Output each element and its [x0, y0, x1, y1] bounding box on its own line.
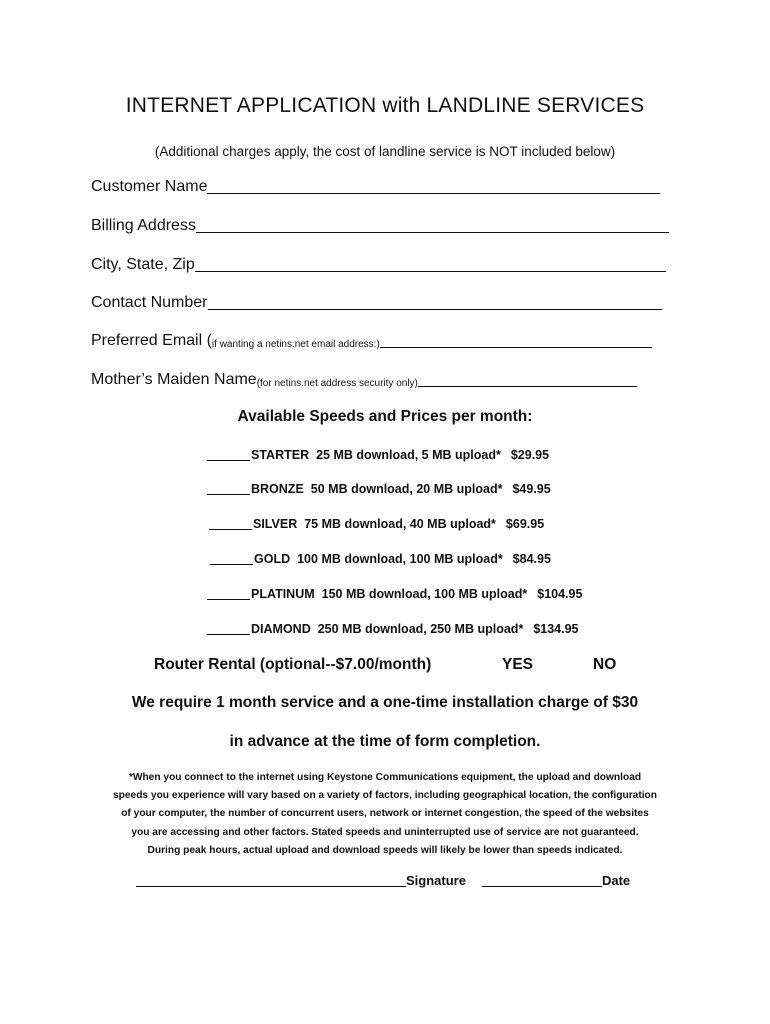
plan-name: SILVER: [253, 517, 298, 531]
signature-label: Signature: [406, 873, 466, 888]
plan-description: 250 MB download, 250 MB upload*: [317, 622, 524, 636]
plan-option-diamond: [207, 622, 579, 636]
mothers-maiden-name-field: [91, 371, 637, 389]
city-state-zip-label: City, State, Zip: [91, 256, 195, 273]
plan-select-blank[interactable]: [207, 448, 250, 461]
contact-number-label: Contact Number: [91, 294, 208, 311]
plan-option-platinum: [207, 587, 582, 601]
customer-name-field: [91, 178, 660, 196]
plan-description: 100 MB download, 100 MB upload*: [297, 552, 503, 566]
plan-description: 50 MB download, 20 MB upload*: [310, 482, 503, 496]
preferred-email-field: [91, 332, 652, 350]
billing-address-label: Billing Address: [91, 217, 196, 234]
router-yes-option[interactable]: YES: [502, 656, 534, 673]
disclaimer-line: *When you connect to the internet using Keystone Communications equipment, the upload and download: [128, 772, 642, 783]
plan-select-blank[interactable]: [207, 587, 250, 600]
date-input-line[interactable]: [482, 873, 602, 887]
customer-name-label: Customer Name: [91, 178, 208, 195]
date-label: Date: [601, 873, 631, 888]
city-state-zip-input-line[interactable]: [195, 256, 666, 272]
signature-input-line[interactable]: [136, 873, 406, 887]
billing-address-field: [91, 217, 669, 235]
router-rental-label: Router Rental (optional--$7.00/month): [154, 656, 432, 673]
preferred-email-input-line[interactable]: [380, 332, 652, 348]
plan-name: DIAMOND: [251, 622, 311, 636]
plan-select-blank[interactable]: [209, 517, 252, 530]
plan-price: $134.95: [533, 622, 579, 636]
installation-requirement-line1: We require 1 month service and a one-time installation charge of $30: [131, 694, 639, 711]
plan-price: $104.95: [537, 587, 583, 601]
disclaimer-line: of your computer, the number of concurrent users, network or internet congestion, the speed of the websites: [121, 808, 649, 820]
mothers-maiden-name-note: (for netins.net address security only): [256, 378, 418, 389]
preferred-email-note: if wanting a netins.net email address:): [211, 339, 380, 350]
disclaimer-line: you are accessing and other factors. Stated speeds and uninterrupted use of service are not guaranteed.: [131, 826, 639, 838]
plan-name: BRONZE: [251, 482, 304, 496]
plan-select-blank[interactable]: [207, 622, 250, 635]
mothers-maiden-name-label: Mother’s Maiden Name: [91, 371, 257, 388]
plan-description: 150 MB download, 100 MB upload*: [321, 587, 528, 601]
speeds-heading: Available Speeds and Prices per month:: [237, 408, 533, 425]
plan-price: $29.95: [510, 448, 550, 462]
plan-name: GOLD: [254, 552, 291, 566]
plan-option-bronze: [207, 482, 551, 496]
city-state-zip-field: [91, 256, 666, 274]
form-subtitle: (Additional charges apply, the cost of landline service is NOT included below): [154, 144, 616, 159]
form-title: INTERNET APPLICATION with LANDLINE SERVICES: [125, 94, 645, 117]
mothers-maiden-name-input-line[interactable]: [418, 371, 637, 387]
preferred-email-label: Preferred Email (: [91, 332, 212, 349]
plan-price: $49.95: [512, 482, 551, 496]
plan-price: $69.95: [505, 517, 545, 531]
disclaimer-line: During peak hours, actual upload and download speeds will likely be lower than speeds indicated.: [147, 844, 623, 856]
plan-name: PLATINUM: [251, 587, 315, 601]
signature-date-row: [136, 873, 630, 888]
plan-description: 75 MB download, 40 MB upload*: [304, 517, 496, 531]
installation-requirement-line2: in advance at the time of form completion.: [229, 733, 541, 750]
contact-number-field: [91, 294, 662, 312]
router-no-option[interactable]: NO: [593, 656, 617, 673]
plan-option-starter: [207, 448, 549, 462]
customer-name-input-line[interactable]: [207, 178, 660, 194]
disclaimer-line: speeds you experience will vary based on a variety of factors, including geographical location, the configuration: [112, 790, 658, 802]
speed-disclaimer: [80, 769, 690, 860]
plan-option-gold: [210, 552, 551, 566]
plan-select-blank[interactable]: [210, 552, 253, 565]
contact-number-input-line[interactable]: [208, 294, 662, 310]
billing-address-input-line[interactable]: [196, 217, 669, 233]
plan-description: 25 MB download, 5 MB upload*: [316, 448, 501, 462]
plan-price: $84.95: [512, 552, 551, 566]
plan-select-blank[interactable]: [207, 482, 250, 495]
plan-option-silver: [209, 517, 544, 531]
plan-name: STARTER: [251, 448, 310, 462]
